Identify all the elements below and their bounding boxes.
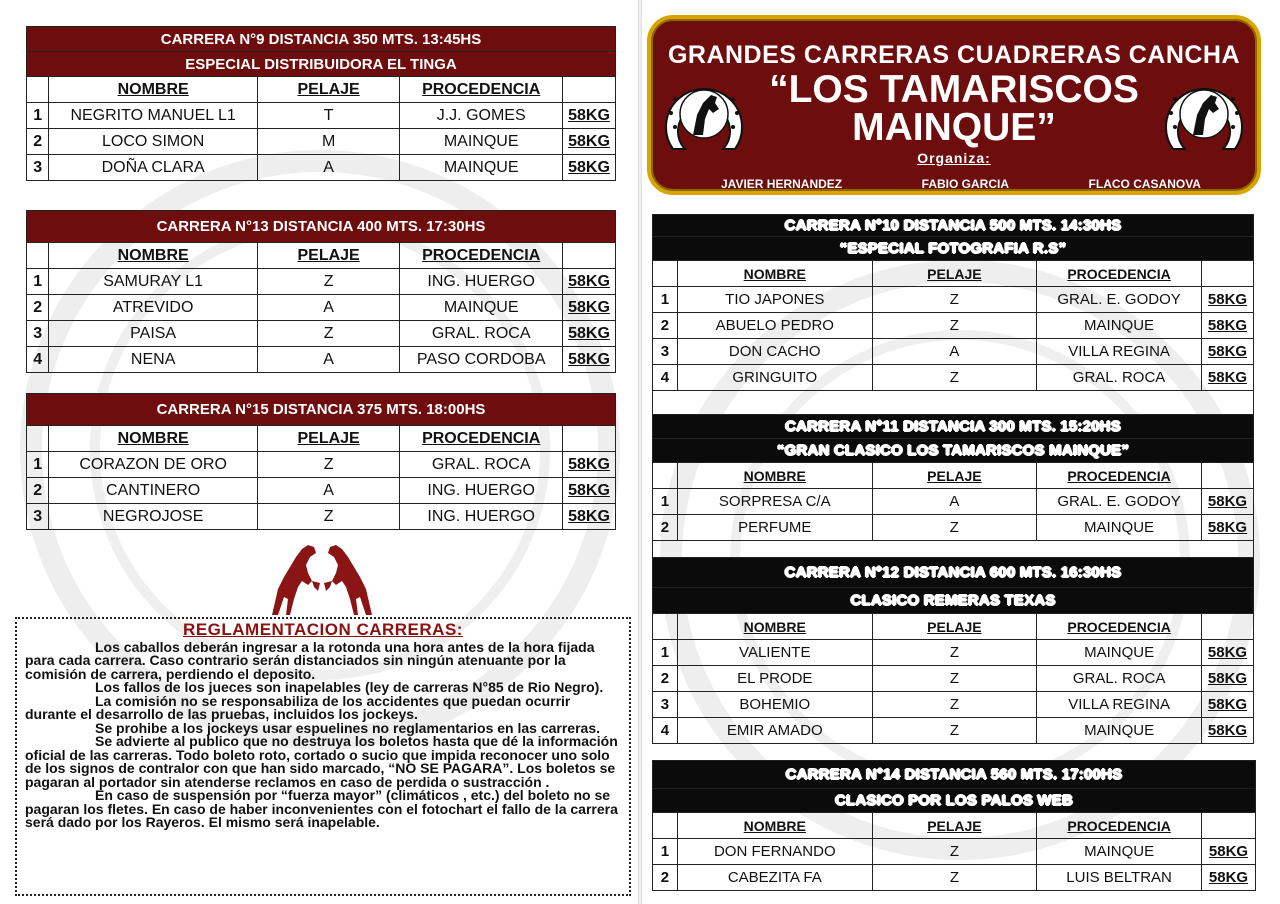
rules-paragraph: Los caballos deberán ingresar a la rotonda una hora antes de la hora fijada para cada carrera. Caso contrario serán distanciados sin ningún atenuante por la comisión de carrera, perdiendo el deposito. <box>25 638 595 682</box>
race-14-table <box>652 760 1256 891</box>
col-pelaje: PELAJE <box>257 77 399 103</box>
table-cell: TIO JAPONES <box>677 287 872 313</box>
column-header: PELAJE <box>872 614 1037 640</box>
table-row <box>27 321 616 347</box>
table-cell: VILLA REGINA <box>1037 339 1202 365</box>
table-cell: M <box>257 129 399 155</box>
table-cell: Z <box>872 515 1037 541</box>
weight-cell: 58KG <box>1202 640 1254 666</box>
table-row <box>27 347 616 373</box>
table-cell: BOHEMIO <box>677 692 872 718</box>
column-header: PROCEDENCIA <box>1037 261 1202 287</box>
column-header: PROCEDENCIA <box>400 426 563 452</box>
table-cell: LOCO SIMON <box>49 129 258 155</box>
table-cell: A <box>257 295 399 321</box>
column-header: PROCEDENCIA <box>1037 813 1202 839</box>
table-cell: A <box>257 347 399 373</box>
table-cell: T <box>257 103 399 129</box>
row-number: 1 <box>653 287 678 313</box>
column-header <box>1202 614 1254 640</box>
table-row <box>27 452 616 478</box>
table-cell: SORPRESA C/A <box>677 489 872 515</box>
table-cell: Z <box>872 640 1037 666</box>
table-cell: CANTINERO <box>49 478 258 504</box>
weight-cell: 58KG <box>1201 515 1253 541</box>
column-header: PELAJE <box>872 463 1037 489</box>
row-number: 2 <box>653 313 678 339</box>
row-number: 1 <box>653 640 678 666</box>
race-9-subtitle: ESPECIAL DISTRIBUIDORA EL TINGA <box>27 52 616 77</box>
table-cell: ING. HUERGO <box>400 269 563 295</box>
table-cell: DOÑA CLARA <box>49 155 258 181</box>
banner-organiza: Organiza: <box>917 150 991 166</box>
weight-cell: 58KG <box>563 155 616 181</box>
row-number: 2 <box>27 478 49 504</box>
row-number: 3 <box>653 692 678 718</box>
table-cell: Z <box>257 504 399 530</box>
column-header <box>653 463 678 489</box>
organizer-name: FABIO GARCIA <box>921 177 1009 191</box>
race-15-table <box>26 393 616 530</box>
table-row <box>653 839 1256 865</box>
column-header <box>653 261 678 287</box>
table-cell: NENA <box>49 347 258 373</box>
table-cell: CABEZITA FA <box>677 865 872 891</box>
table-cell: Z <box>872 313 1037 339</box>
table-cell: GRINGUITO <box>677 365 872 391</box>
weight-cell: 58KG <box>1201 339 1253 365</box>
table-row <box>653 692 1254 718</box>
table-cell: Z <box>257 269 399 295</box>
table-cell: GRAL. ROCA <box>400 452 563 478</box>
weight-cell: 58KG <box>1201 287 1253 313</box>
table-cell: MAINQUE <box>1037 718 1202 744</box>
race-9-title: CARRERA N°9 DISTANCIA 350 MTS. 13:45HS <box>27 27 616 52</box>
race-14-subtitle: CLASICO POR LOS PALOS WEB <box>653 789 1256 813</box>
col-procedencia: PROCEDENCIA <box>400 77 563 103</box>
column-header: PELAJE <box>872 261 1037 287</box>
column-header: PROCEDENCIA <box>1037 463 1202 489</box>
table-row <box>27 155 616 181</box>
weight-cell: 58KG <box>1201 865 1255 891</box>
weight-cell: 58KG <box>563 452 616 478</box>
race-12-title: CARRERA N°12 DISTANCIA 600 MTS. 16:30HS <box>653 558 1254 588</box>
table-cell: MAINQUE <box>1037 839 1202 865</box>
rules-box <box>15 617 631 896</box>
rules-paragraph: Los fallos de los jueces son inapelables (ley de carreras N°85 de Rio Negro). <box>95 679 604 695</box>
race-11-subtitle: “GRAN CLASICO LOS TAMARISCOS MAINQUE” <box>653 439 1254 463</box>
row-number: 1 <box>27 452 49 478</box>
banner-title-line-b: MAINQUE” <box>852 106 1056 149</box>
table-cell: PAISA <box>49 321 258 347</box>
column-header <box>653 614 678 640</box>
rules-paragraph: La comisión no se responsabiliza de los accidentes que puedan ocurrir durante el desarrollo de las pruebas, incluidos los jockeys. <box>25 692 571 722</box>
table-row <box>653 287 1254 313</box>
column-header: PELAJE <box>872 813 1037 839</box>
table-cell: ING. HUERGO <box>400 504 563 530</box>
row-number: 2 <box>653 865 678 891</box>
event-banner <box>647 15 1261 195</box>
table-cell: EMIR AMADO <box>677 718 872 744</box>
table-cell: MAINQUE <box>400 129 563 155</box>
column-header <box>1201 463 1253 489</box>
row-number: 2 <box>27 295 49 321</box>
table-row <box>27 129 616 155</box>
race-13-title: CARRERA N°13 DISTANCIA 400 MTS. 17:30HS <box>27 211 616 243</box>
weight-cell: 58KG <box>563 269 616 295</box>
row-number: 3 <box>653 339 678 365</box>
table-cell: J.J. GOMES <box>400 103 563 129</box>
weight-cell: 58KG <box>1201 839 1255 865</box>
table-cell: NEGROJOSE <box>49 504 258 530</box>
table-cell: EL PRODE <box>677 666 872 692</box>
race-12-subtitle: CLASICO REMERAS TEXAS <box>653 588 1254 614</box>
column-header <box>27 77 49 103</box>
row-number: 1 <box>653 489 678 515</box>
table-cell <box>653 391 1254 415</box>
column-header: PELAJE <box>257 426 399 452</box>
table-cell: A <box>872 489 1037 515</box>
row-number: 3 <box>27 504 49 530</box>
table-row <box>27 504 616 530</box>
weight-cell: 58KG <box>563 295 616 321</box>
table-cell: MAINQUE <box>1037 515 1202 541</box>
race-14-title: CARRERA N°14 DISTANCIA 560 MTS. 17:00HS <box>653 761 1256 789</box>
row-number: 2 <box>653 666 678 692</box>
race-10-11-table <box>652 214 1254 565</box>
table-cell: CORAZON DE ORO <box>49 452 258 478</box>
table-cell: Z <box>872 692 1037 718</box>
table-cell: MAINQUE <box>1037 640 1202 666</box>
table-row <box>653 865 1256 891</box>
table-row <box>653 365 1254 391</box>
table-row <box>653 640 1254 666</box>
rules-paragraph: Se advierte al publico que no destruya los boletos hasta que dé la información oficial de las carreras. Todo boleto roto, cortado o sucio que impida reconocer uno solo de los signos de contralor con que han sido marcado, “NO SE PAGARA”. Los boletos se pagaran al portador sin atenderse reclamos en caso de perdida o sustracción . <box>25 733 618 790</box>
table-row <box>653 339 1254 365</box>
table-cell: GRAL. ROCA <box>400 321 563 347</box>
table-cell: VILLA REGINA <box>1037 692 1202 718</box>
column-header: NOMBRE <box>677 261 872 287</box>
row-number: 4 <box>27 347 49 373</box>
row-number: 1 <box>653 839 678 865</box>
race-12-table <box>652 557 1254 744</box>
table-cell: Z <box>872 365 1037 391</box>
table-cell: ATREVIDO <box>49 295 258 321</box>
table-cell: Z <box>872 865 1037 891</box>
weight-cell: 58KG <box>563 103 616 129</box>
weight-cell: 58KG <box>1202 666 1254 692</box>
table-cell: DON CACHO <box>677 339 872 365</box>
table-cell: A <box>257 155 399 181</box>
table-cell: NEGRITO MANUEL L1 <box>49 103 258 129</box>
weight-cell: 58KG <box>1201 365 1253 391</box>
row-number: 2 <box>27 129 49 155</box>
organizer-name: FLACO CASANOVA <box>1088 177 1201 191</box>
col-nombre: NOMBRE <box>49 77 258 103</box>
banner-title <box>651 68 1257 149</box>
column-header <box>1201 813 1255 839</box>
table-row <box>653 489 1254 515</box>
organizers-list <box>721 177 1201 191</box>
weight-cell: 58KG <box>563 504 616 530</box>
weight-cell: 58KG <box>563 347 616 373</box>
column-header <box>563 77 616 103</box>
race-10-subtitle: “ESPECIAL FOTOGRAFIA R.S” <box>653 237 1254 261</box>
table-row <box>27 269 616 295</box>
table-cell: PASO CORDOBA <box>400 347 563 373</box>
weight-cell: 58KG <box>563 129 616 155</box>
table-row <box>27 295 616 321</box>
race-11-title: CARRERA N°11 DISTANCIA 300 MTS. 15:20HS <box>653 415 1254 439</box>
column-header <box>27 243 49 269</box>
column-header <box>653 813 678 839</box>
table-cell: Z <box>872 287 1037 313</box>
table-row <box>27 478 616 504</box>
row-number: 4 <box>653 365 678 391</box>
race-13-table <box>26 210 616 373</box>
column-header: PROCEDENCIA <box>1037 614 1202 640</box>
column-header <box>1201 261 1253 287</box>
weight-cell: 58KG <box>1202 692 1254 718</box>
column-header: PELAJE <box>257 243 399 269</box>
weight-cell: 58KG <box>563 478 616 504</box>
banner-line1: GRANDES CARRERAS CUADRERAS CANCHA <box>667 41 1241 69</box>
column-header: NOMBRE <box>677 463 872 489</box>
table-cell: DON FERNANDO <box>677 839 872 865</box>
table-row <box>653 515 1254 541</box>
column-header <box>563 243 616 269</box>
table-cell: GRAL. ROCA <box>1037 666 1202 692</box>
table-cell: Z <box>257 452 399 478</box>
table-cell: GRAL. ROCA <box>1037 365 1202 391</box>
organizer-name: JAVIER HERNANDEZ <box>721 177 843 191</box>
table-cell: MAINQUE <box>1037 313 1202 339</box>
table-cell: Z <box>872 718 1037 744</box>
row-number: 4 <box>653 718 678 744</box>
table-cell: SAMURAY L1 <box>49 269 258 295</box>
table-row <box>27 103 616 129</box>
rules-paragraph: En caso de suspensión por “fuerza mayor” (climáticos , etc.) del boleto no se pagaran los fletes. En caso de haber inconvenientes con el fotochart el fallo de la carrera será dado por los Rayeros. El mismo será inapelable. <box>25 787 618 830</box>
table-cell: MAINQUE <box>400 295 563 321</box>
column-header: NOMBRE <box>49 243 258 269</box>
table-cell: PERFUME <box>677 515 872 541</box>
column-header: NOMBRE <box>677 614 872 640</box>
table-cell: VALIENTE <box>677 640 872 666</box>
table-row <box>653 718 1254 744</box>
race-15-title: CARRERA N°15 DISTANCIA 375 MTS. 18:00HS <box>27 394 616 426</box>
table-row <box>653 313 1254 339</box>
race-9-table <box>26 26 616 181</box>
table-row <box>653 666 1254 692</box>
row-number: 1 <box>27 103 49 129</box>
table-cell: GRAL. E. GODOY <box>1037 489 1202 515</box>
weight-cell: 58KG <box>563 321 616 347</box>
rules-paragraph: Se prohibe a los jockeys usar espuelines no reglamentarios en las carreras. <box>95 719 601 736</box>
row-number: 3 <box>27 321 49 347</box>
weight-cell: 58KG <box>1202 718 1254 744</box>
table-cell: A <box>257 478 399 504</box>
column-header <box>563 426 616 452</box>
page-fold <box>638 0 642 904</box>
table-cell: MAINQUE <box>400 155 563 181</box>
weight-cell: 58KG <box>1201 313 1253 339</box>
table-cell: A <box>872 339 1037 365</box>
row-number: 2 <box>653 515 678 541</box>
column-header <box>27 426 49 452</box>
table-cell: ING. HUERGO <box>400 478 563 504</box>
banner-title-line-a: “LOS TAMARISCOS <box>769 68 1139 111</box>
table-cell: Z <box>872 839 1037 865</box>
race-10-title: CARRERA N°10 DISTANCIA 500 MTS. 14:30HS <box>653 215 1254 237</box>
table-cell: GRAL. E. GODOY <box>1037 287 1202 313</box>
column-header: NOMBRE <box>677 813 872 839</box>
table-cell: LUIS BELTRAN <box>1037 865 1202 891</box>
table-cell: ABUELO PEDRO <box>677 313 872 339</box>
row-number: 3 <box>27 155 49 181</box>
rules-title: REGLAMENTACION CARRERAS: <box>183 620 463 639</box>
rearing-horses-icon <box>262 537 382 617</box>
column-header: NOMBRE <box>49 426 258 452</box>
weight-cell: 58KG <box>1201 489 1253 515</box>
table-cell: Z <box>257 321 399 347</box>
column-header: PROCEDENCIA <box>400 243 563 269</box>
row-number: 1 <box>27 269 49 295</box>
table-cell: Z <box>872 666 1037 692</box>
